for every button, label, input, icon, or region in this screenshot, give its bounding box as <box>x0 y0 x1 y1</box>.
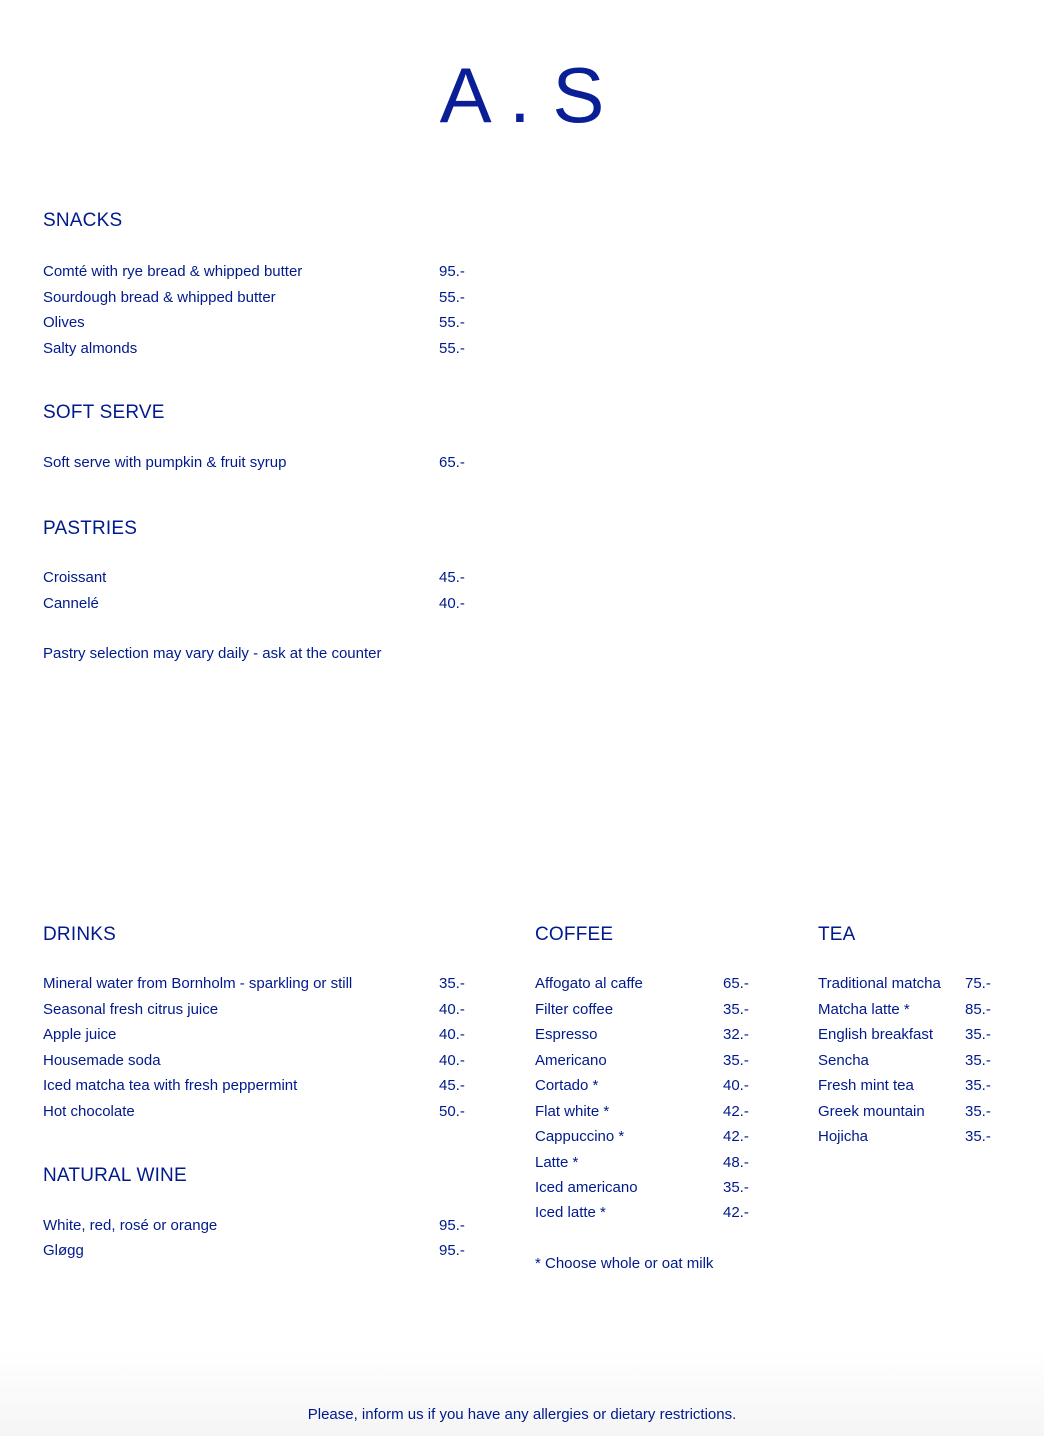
menu-item-name: Gløgg <box>43 1242 84 1259</box>
menu-item-price: 35.- <box>965 1052 991 1069</box>
menu-item-name: Matcha latte * <box>818 1001 910 1018</box>
menu-item-price: 35.- <box>723 1179 749 1196</box>
menu-item-name: Olives <box>43 314 85 331</box>
menu-item-price: 42.- <box>723 1128 749 1145</box>
menu-item-name: Hot chocolate <box>43 1103 135 1120</box>
menu-item-name: Cortado * <box>535 1077 599 1094</box>
allergy-notice: Please, inform us if you have any allergies or dietary restrictions. <box>307 1406 737 1423</box>
menu-item-price: 40.- <box>439 1052 465 1069</box>
menu-item-price: 40.- <box>439 595 465 612</box>
logo: A . S <box>439 51 605 139</box>
menu-item-name: Cappuccino * <box>535 1128 625 1145</box>
menu-item-name: Traditional matcha <box>818 975 941 992</box>
menu-item-name: Soft serve with pumpkin & fruit syrup <box>43 454 287 471</box>
menu-item-name: Flat white * <box>535 1103 610 1120</box>
section-title-soft-serve: SOFT SERVE <box>43 402 165 423</box>
menu-item-price: 42.- <box>723 1103 749 1120</box>
menu-item-price: 40.- <box>439 1001 465 1018</box>
menu-item-price: 40.- <box>723 1077 749 1094</box>
menu-item-price: 95.- <box>439 263 465 280</box>
pastry-note: Pastry selection may vary daily - ask at the counter <box>43 645 382 662</box>
menu-item-name: Salty almonds <box>43 340 138 357</box>
menu-item-name: Sourdough bread & whipped butter <box>43 289 276 306</box>
menu-item-name: Iced matcha tea with fresh peppermint <box>43 1077 298 1094</box>
menu-item-name: Apple juice <box>43 1026 117 1043</box>
menu-item-name: Filter coffee <box>535 1001 614 1018</box>
menu-item-name: Hojicha <box>818 1128 869 1145</box>
menu-item-price: 35.- <box>965 1026 991 1043</box>
menu-item-name: Espresso <box>535 1026 598 1043</box>
menu-item-price: 35.- <box>965 1103 991 1120</box>
menu-item-price: 95.- <box>439 1217 465 1234</box>
milk-note: * Choose whole or oat milk <box>535 1255 714 1272</box>
menu-item-name: Sencha <box>818 1052 869 1069</box>
menu-item-price: 50.- <box>439 1103 465 1120</box>
menu-item-price: 55.- <box>439 314 465 331</box>
section-title-natural-wine: NATURAL WINE <box>43 1165 187 1186</box>
menu-item-price: 35.- <box>965 1077 991 1094</box>
section-title-snacks: SNACKS <box>43 210 123 231</box>
section-title-drinks: DRINKS <box>43 924 116 945</box>
menu-item-price: 85.- <box>965 1001 991 1018</box>
menu-item-price: 65.- <box>723 975 749 992</box>
menu-item-price: 35.- <box>965 1128 991 1145</box>
menu-item-price: 45.- <box>439 569 465 586</box>
menu-item-price: 95.- <box>439 1242 465 1259</box>
menu-item-price: 35.- <box>439 975 465 992</box>
menu-item-name: White, red, rosé or orange <box>43 1217 218 1234</box>
menu-item-price: 48.- <box>723 1154 749 1171</box>
menu-item-price: 55.- <box>439 289 465 306</box>
menu-item-price: 35.- <box>723 1052 749 1069</box>
section-title-tea: TEA <box>818 924 856 945</box>
menu-item-name: Seasonal fresh citrus juice <box>43 1001 219 1018</box>
menu-item-price: 42.- <box>723 1204 749 1221</box>
menu-item-name: Cannelé <box>43 595 99 612</box>
menu-item-name: Comté with rye bread & whipped butter <box>43 263 303 280</box>
menu-item-name: Greek mountain <box>818 1103 925 1120</box>
menu-item-name: Iced latte * <box>535 1204 606 1221</box>
menu-item-name: Iced americano <box>535 1179 638 1196</box>
menu-item-price: 55.- <box>439 340 465 357</box>
section-title-coffee: COFFEE <box>535 924 614 945</box>
section-title-pastries: PASTRIES <box>43 518 138 539</box>
menu-item-name: Housemade soda <box>43 1052 161 1069</box>
menu-item-name: Latte * <box>535 1154 579 1171</box>
menu-item-name: Affogato al caffe <box>535 975 643 992</box>
menu-item-price: 75.- <box>965 975 991 992</box>
menu-item-name: Mineral water from Bornholm - sparkling or still <box>43 975 353 992</box>
menu-item-name: Croissant <box>43 569 107 586</box>
menu-item-name: Americano <box>535 1052 607 1069</box>
menu-item-name: Fresh mint tea <box>818 1077 914 1094</box>
menu-item-price: 32.- <box>723 1026 749 1043</box>
menu-item-price: 45.- <box>439 1077 465 1094</box>
menu-item-price: 65.- <box>439 454 465 471</box>
menu-item-price: 35.- <box>723 1001 749 1018</box>
menu-item-name: English breakfast <box>818 1026 934 1043</box>
menu-item-price: 40.- <box>439 1026 465 1043</box>
